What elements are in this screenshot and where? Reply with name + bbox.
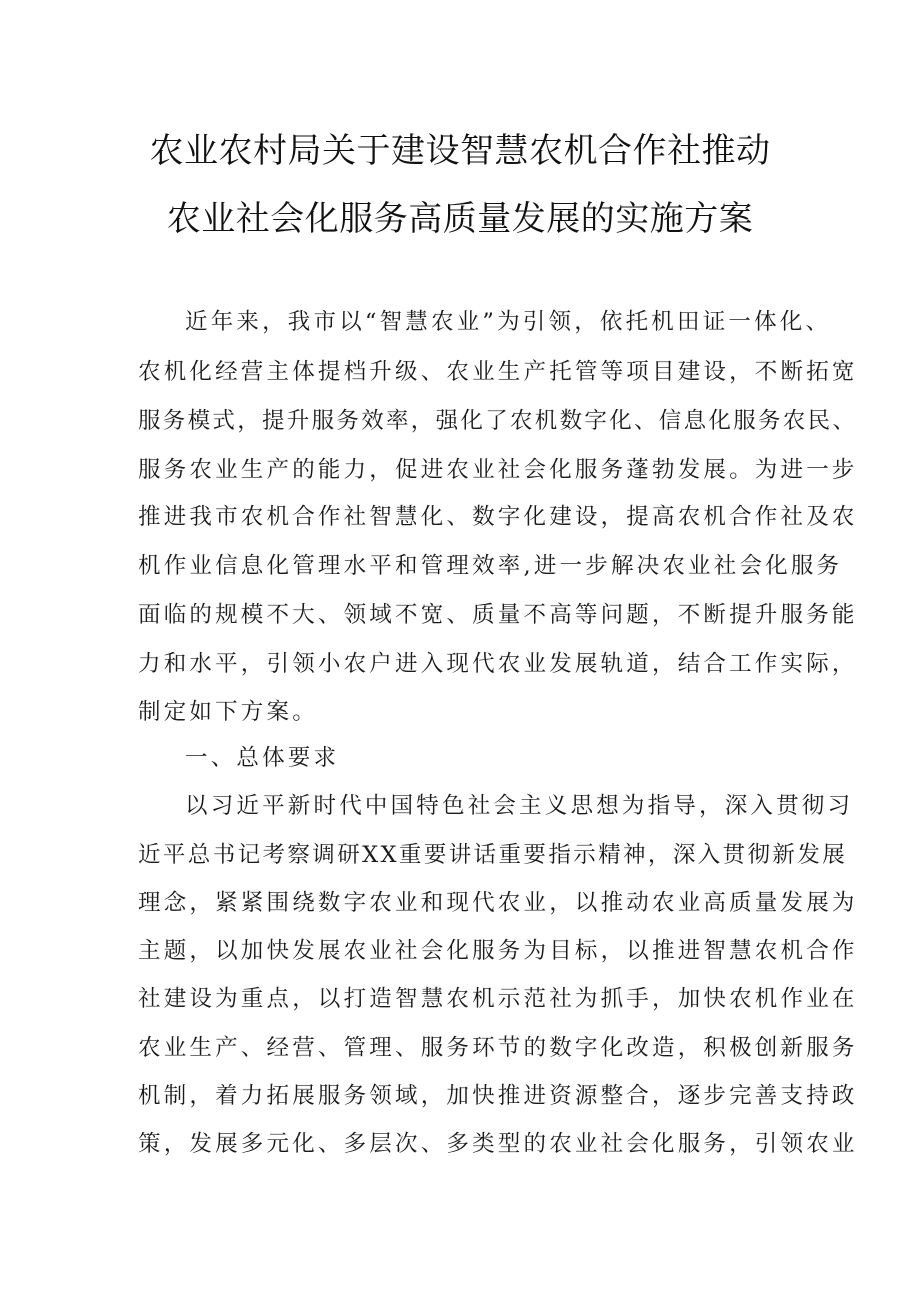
paragraph-1-line-2: 农机化经营主体提档升级、农业生产托管等项目建设，不断拓宽 bbox=[138, 359, 858, 385]
paragraph-1-line-8: 力和水平，引领小农户进入现代农业发展轨道，结合工作实际， bbox=[138, 651, 858, 677]
paragraph-2-line-2: 近平总书记考察调研XX重要讲话重要指示精神，深入贯彻新发展 bbox=[138, 842, 848, 868]
paragraph-2-line-3: 理念，紧紧围绕数字农业和现代农业，以推动农业高质量发展为 bbox=[138, 890, 858, 916]
paragraph-2-line-4: 主题，以加快发展农业社会化服务为目标，以推进智慧农机合作 bbox=[138, 938, 858, 964]
paragraph-1-line-4: 服务农业生产的能力，促进农业社会化服务蓬勃发展。为进一步 bbox=[138, 457, 858, 483]
paragraph-2-line-7: 机制，着力拓展服务领域，加快推进资源整合，逐步完善支持政 bbox=[138, 1083, 858, 1109]
paragraph-2-line-1: 以习近平新时代中国特色社会主义思想为指导，深入贯彻习 bbox=[185, 793, 854, 819]
document-title-line-2: 农业社会化服务高质量发展的实施方案 bbox=[166, 199, 754, 239]
paragraph-1-line-5: 推进我市农机合作社智慧化、数字化建设，提高农机合作社及农 bbox=[138, 504, 858, 530]
paragraph-2-line-5: 社建设为重点，以打造智慧农机示范社为抓手，加快农机作业在 bbox=[138, 986, 858, 1012]
paragraph-1-line-9: 制定如下方案。 bbox=[138, 699, 318, 725]
section-1-heading: 一、总体要求 bbox=[185, 745, 340, 771]
paragraph-2-line-8: 策，发展多元化、多层次、多类型的农业社会化服务，引领农业 bbox=[138, 1131, 858, 1157]
document-title-line-1: 农业农村局关于建设智慧农机合作社推动 bbox=[149, 131, 771, 171]
paragraph-1-line-1: 近年来，我市以“智慧农业”为引领，依托机田证一体化、 bbox=[185, 309, 832, 335]
paragraph-1-line-6: 机作业信息化管理水平和管理效率,进一步解决农业社会化服务 bbox=[138, 553, 843, 579]
paragraph-2-line-6: 农业生产、经营、管理、服务环节的数字化改造，积极创新服务 bbox=[138, 1035, 858, 1061]
paragraph-1-line-7: 面临的规模不大、领域不宽、质量不高等问题，不断提升服务能 bbox=[138, 602, 858, 628]
paragraph-1-line-3: 服务模式，提升服务效率，强化了农机数字化、信息化服务农民、 bbox=[138, 408, 858, 434]
